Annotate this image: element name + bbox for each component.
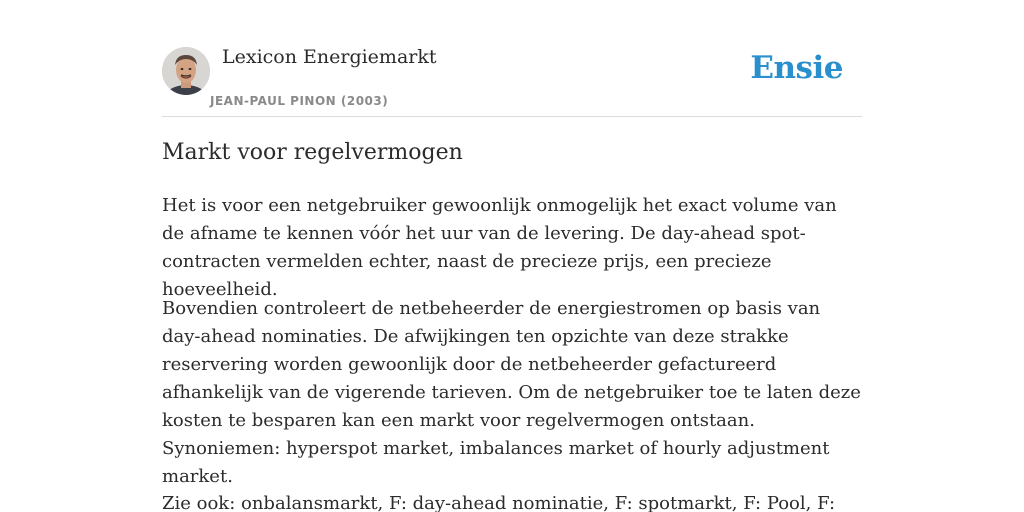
author-portrait-icon [162,47,210,95]
entry-paragraph-2: Bovendien controleert de netbeheerder de energiestromen op basis van day-ahead nominaties. De afwijkingen ten opzichte van deze strakke reservering worden gewoonlijk door de netbeheerder gefactureerd afhankelijk van de vigerende tarieven. Om de netgebruiker toe te laten deze kosten te besparen kan een markt voor regelvermogen ontstaan. Synoniemen: hyperspot market, imbalances market of hourly adjustment market. [162,298,861,487]
author-avatar[interactable] [162,47,210,95]
entry-paragraph-1: Het is voor een netgebruiker gewoonlijk onmogelijk het exact volume van de afname te kennen vóór het uur van de levering. De day-ahead spot-contracten vermelden echter, naast de precieze prijs, een precieze hoeveelheid. [162,195,837,300]
entry-header [162,0,862,117]
book-title-link[interactable]: Lexicon Energiemarkt [222,46,437,68]
entry-page [162,0,862,512]
author-name[interactable]: JEAN-PAUL PINON (2003) [210,94,389,108]
ensie-logo[interactable]: Ensie [750,50,843,86]
see-also-paragraph[interactable]: Zie ook: onbalansmarkt, F: day-ahead nominatie, F: spotmarkt, F: Pool, F: [162,493,836,512]
entry-title: Markt voor regelvermogen [162,140,463,165]
